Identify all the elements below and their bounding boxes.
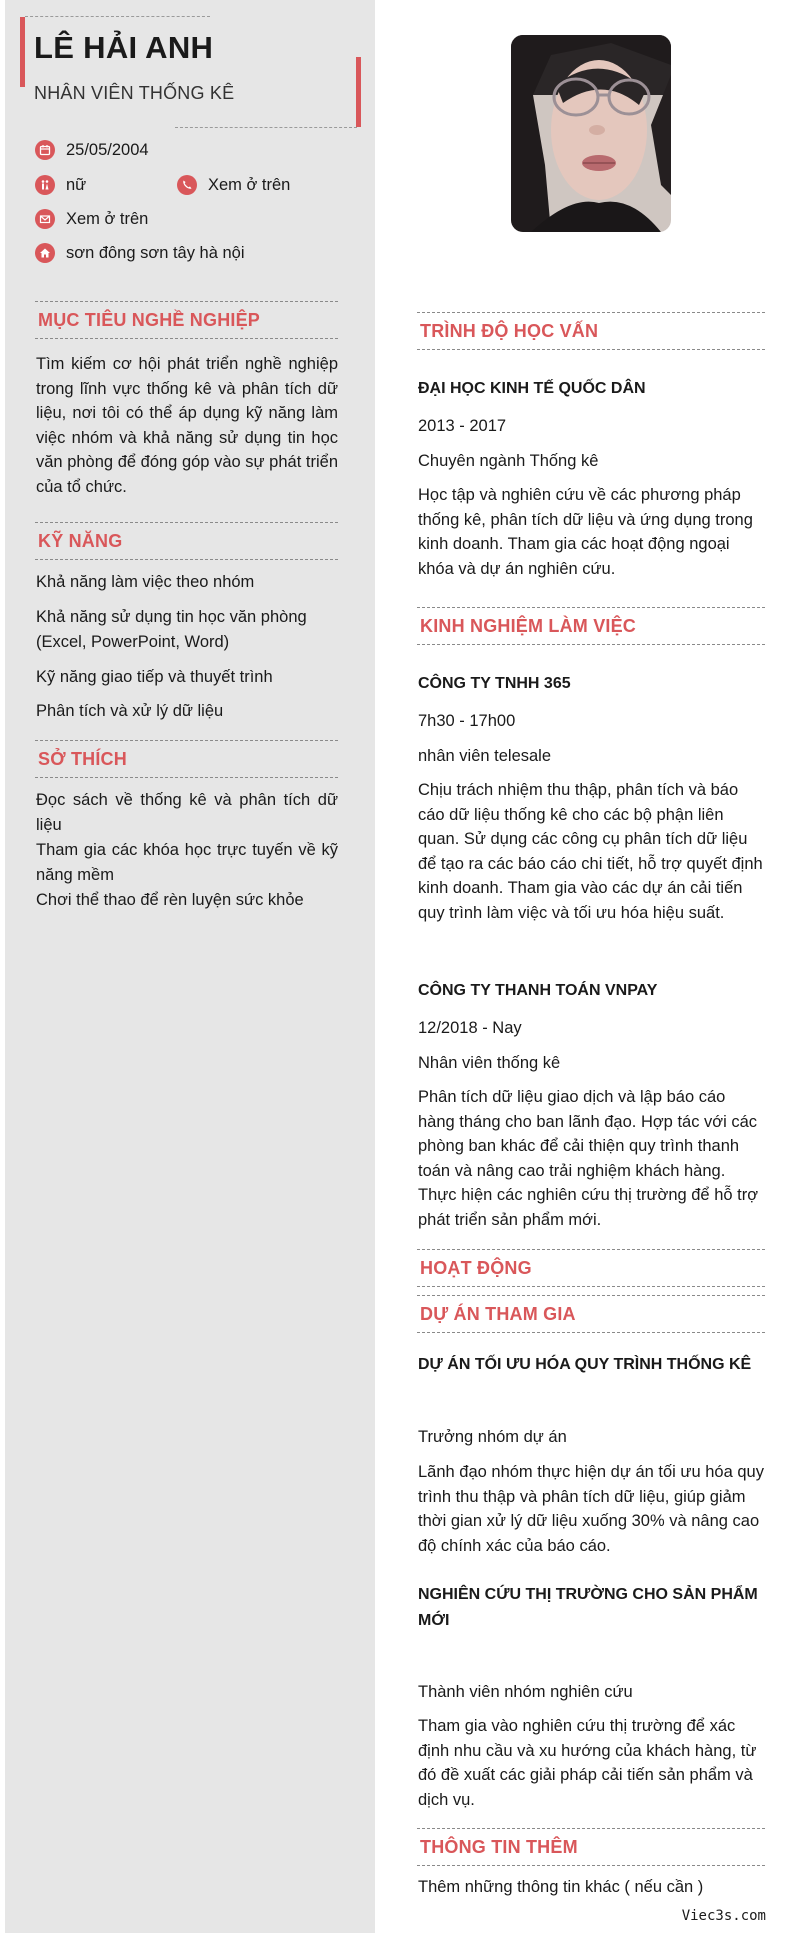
skills-heading: KỸ NĂNG (35, 522, 338, 560)
name-accent-bar (20, 17, 25, 87)
watermark: Viec3s.com (681, 1908, 766, 1924)
phone-value: Xem ở trên (208, 175, 291, 194)
activities-heading: HOẠT ĐỘNG (417, 1249, 765, 1287)
left-column (5, 0, 375, 1933)
candidate-name: LÊ HẢI ANH (34, 30, 214, 65)
hobby-item: Tham gia các khóa học trực tuyến về kỹ năng mềm (36, 841, 338, 884)
job-company: CÔNG TY TNHH 365 (418, 675, 571, 692)
project-name: DỰ ÁN TỐI ƯU HÓA QUY TRÌNH THỐNG KÊ (418, 1356, 752, 1373)
gender-row (35, 175, 86, 195)
projects-heading: DỰ ÁN THAM GIA (417, 1295, 765, 1333)
calendar-icon (35, 140, 55, 160)
additional-text: Thêm những thông tin khác ( nếu cần ) (418, 1878, 704, 1896)
education-school: ĐẠI HỌC KINH TẾ QUỐC DÂN (418, 380, 646, 397)
right-column (375, 0, 800, 1933)
title-accent-bar (356, 57, 361, 127)
project-description: Tham gia vào nghiên cứu thị trường để xác định nhu cầu và xu hướng của khách hàng, từ đó đề xuất các giải pháp cải tiến sản phẩm và dịch vụ. (418, 1717, 757, 1809)
hobby-item: Chơi thể thao để rèn luyện sức khỏe (36, 891, 304, 909)
job-period: 12/2018 - Nay (418, 1019, 522, 1037)
job-company: CÔNG TY THANH TOÁN VNPAY (418, 982, 658, 999)
additional-heading: THÔNG TIN THÊM (417, 1828, 765, 1866)
job-description: Chịu trách nhiệm thu thập, phân tích và báo cáo dữ liệu thống kê cho các bộ phận liên quan. Sử dụng các công cụ phân tích dữ liệu để tạo ra các báo cáo chi tiết, hỗ trợ quyết định kinh doanh. Tham gia vào các dự án cải tiến quy trình làm việc và tối ưu hóa hiệu suất. (418, 781, 763, 922)
email-value: Xem ở trên (66, 209, 149, 228)
job-position: Nhân viên thống kê (418, 1054, 561, 1072)
address-row (35, 243, 245, 263)
birthday-row (35, 140, 149, 160)
job-description: Phân tích dữ liệu giao dịch và lập báo cáo hàng tháng cho ban lãnh đạo. Hợp tác với các phòng ban khác để cải thiện quy trình thanh toán và nâng cao trải nghiệm khách hàng. Thực hiện các nghiên cứu thị trường để hỗ trợ phát triển sản phẩm mới. (418, 1088, 759, 1229)
objective-heading: MỤC TIÊU NGHỀ NGHIỆP (35, 301, 338, 339)
education-description: Học tập và nghiên cứu về các phương pháp thống kê, phân tích dữ liệu và ứng dụng trong kinh doanh. Tham gia các hoạt động ngoại khóa và dự án nghiên cứu. (418, 486, 753, 578)
gender-icon (35, 175, 55, 195)
project-role: Trưởng nhóm dự án (418, 1428, 567, 1446)
skill-item: Phân tích và xử lý dữ liệu (36, 702, 224, 720)
mail-icon (35, 209, 55, 229)
objective-text: Tìm kiếm cơ hội phát triển nghề nghiệp trong lĩnh vực thống kê và phân tích dữ liệu, nơi tôi có thể áp dụng kỹ năng làm việc nhóm và khả năng sử dụng tin học văn phòng để đóng góp vào sự phát triển của tổ chức. (36, 355, 338, 496)
gender-value: nữ (66, 175, 87, 194)
header-top-divider (25, 16, 210, 17)
skill-item: Kỹ năng giao tiếp và thuyết trình (36, 668, 273, 686)
header-bottom-divider (175, 127, 357, 128)
home-icon (35, 243, 55, 263)
job-title: NHÂN VIÊN THỐNG KÊ (34, 83, 235, 103)
skill-item: Khả năng sử dụng tin học văn phòng (Excel, PowerPoint, Word) (36, 608, 307, 651)
education-heading: TRÌNH ĐỘ HỌC VẤN (417, 312, 765, 350)
address-value: sơn đông sơn tây hà nội (66, 243, 245, 262)
birthday-value: 25/05/2004 (66, 140, 149, 159)
phone-icon (177, 175, 197, 195)
project-name: NGHIÊN CỨU THỊ TRƯỜNG CHO SẢN PHẨM MỚI (418, 1586, 758, 1629)
email-row (35, 209, 148, 229)
job-period: 7h30 - 17h00 (418, 712, 516, 730)
job-position: nhân viên telesale (418, 747, 552, 765)
avatar (511, 35, 671, 232)
project-description: Lãnh đạo nhóm thực hiện dự án tối ưu hóa quy trình thu thập và phân tích dữ liệu, giúp giảm thời gian xử lý dữ liệu xuống 30% và nâng cao độ chính xác của báo cáo. (418, 1463, 764, 1555)
education-period: 2013 - 2017 (418, 417, 507, 435)
phone-row (177, 175, 290, 195)
experience-heading: KINH NGHIỆM LÀM VIỆC (417, 607, 765, 645)
hobbies-heading: SỞ THÍCH (35, 740, 338, 778)
project-role: Thành viên nhóm nghiên cứu (418, 1683, 633, 1701)
education-major: Chuyên ngành Thống kê (418, 452, 599, 470)
skill-item: Khả năng làm việc theo nhóm (36, 573, 255, 591)
hobby-item: Đọc sách về thống kê và phân tích dữ liệu (36, 791, 338, 834)
